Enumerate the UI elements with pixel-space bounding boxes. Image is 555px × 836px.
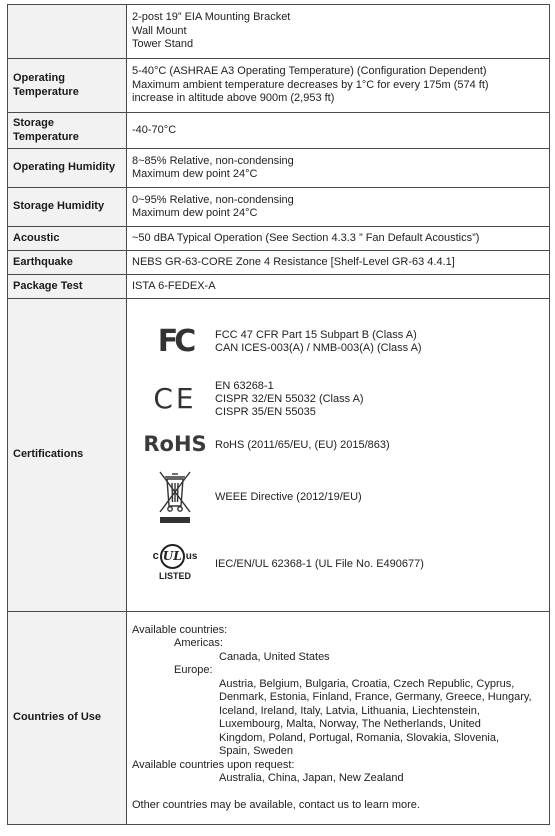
fcc-line: FCC 47 CFR Part 15 Subpart B (Class A) (215, 329, 417, 341)
mounting-line: 2-post 19” EIA Mounting Bracket (132, 11, 291, 24)
certifications-row (8, 299, 550, 612)
package-test-row (8, 275, 550, 299)
ce-text (215, 380, 364, 419)
operating-humidity-label: Operating Humidity (8, 149, 127, 188)
weee-line: WEEE Directive (2012/19/EU) (215, 490, 362, 503)
mounting-line: Tower Stand (132, 38, 194, 51)
countries-value (127, 612, 550, 825)
ul-logo-us: us (185, 551, 198, 562)
europe-heading: Europe: (174, 664, 213, 676)
weee-text (215, 491, 362, 504)
fcc-text (215, 329, 422, 355)
fcc-certification (135, 314, 549, 370)
storage-humidity-line: 0~95% Relative, non-condensing (132, 193, 294, 206)
ce-line: EN 63268-1 (215, 379, 274, 392)
europe-list-line: Iceland, Ireland, Italy, Latvia, Lithuania, Liechtenstein, (219, 704, 480, 717)
acoustic-row (8, 227, 550, 251)
fcc-line: CAN ICES-003(A) / NMB-003(A) (Class A) (215, 342, 422, 354)
ul-logo (135, 544, 215, 584)
rohs-line: RoHS (2011/65/EU, (EU) 2015/863) (215, 438, 390, 451)
ce-line: CISPR 35/EN 55035 (215, 405, 316, 418)
package-test-value: ISTA 6-FEDEX-A (127, 275, 550, 299)
rohs-text (215, 439, 390, 452)
weee-logo (135, 468, 215, 526)
storage-humidity-row (8, 188, 550, 227)
certifications-value (127, 299, 550, 612)
earthquake-row (8, 251, 550, 275)
ul-line: IEC/EN/UL 62368-1 (UL File No. E490677) (215, 557, 424, 570)
storage-humidity-label: Storage Humidity (8, 188, 127, 227)
request-heading: Available countries upon request: (132, 758, 295, 771)
ce-line: CISPR 32/EN 55032 (Class A) (215, 392, 364, 405)
request-list: Australia, China, Japan, New Zealand (219, 772, 404, 784)
operating-humidity-line: Maximum dew point 24°C (132, 168, 258, 180)
ul-logo-circle (160, 544, 185, 569)
countries-footer: Other countries may be available, contact us to learn more. (132, 799, 420, 811)
package-test-label: Package Test (8, 275, 127, 299)
acoustic-value: ~50 dBA Typical Operation (See Section 4.3.3 ” Fan Default Acoustics”) (127, 227, 550, 251)
ce-logo-text: CE (153, 382, 197, 416)
europe-list-line: Denmark, Estonia, Finland, France, Germany, Greece, Hungary, (219, 691, 532, 703)
available-countries-heading: Available countries: (132, 623, 228, 636)
acoustic-label: Acoustic (8, 227, 127, 251)
operating-temperature-line: Maximum ambient temperature decreases by 1°C for every 175m (574 ft) (132, 78, 489, 91)
storage-temperature-label: Storage Temperature (8, 113, 127, 149)
rohs-logo (135, 432, 215, 457)
operating-temperature-line: increase in altitude above 900m (2,953 ft) (132, 92, 335, 105)
storage-temperature-row (8, 113, 550, 149)
earthquake-value: NEBS GR-63-CORE Zone 4 Resistance [Shelf-Level GR-63 4.4.1] (127, 251, 550, 275)
environmental-spec-table (7, 4, 550, 825)
storage-temperature-value: -40-70°C (127, 113, 550, 149)
europe-list-line: Kingdom, Poland, Portugal, Romania, Slovakia, Slovenia, (219, 731, 500, 744)
certifications-label: Certifications (8, 299, 127, 612)
ce-logo (135, 382, 215, 416)
ul-text (215, 558, 424, 571)
europe-list-line: Spain, Sweden (219, 745, 293, 757)
mounting-row (8, 5, 550, 59)
rohs-certification (135, 428, 549, 462)
crossed-out-wheelie-bin-icon (157, 468, 193, 526)
europe-list-line: Austria, Belgium, Bulgaria, Croatia, Czech Republic, Cyprus, (219, 677, 515, 690)
americas-list: Canada, United States (219, 650, 330, 663)
earthquake-label: Earthquake (8, 251, 127, 275)
ul-logo-c: c (152, 550, 159, 562)
operating-temperature-value (127, 59, 550, 113)
operating-temperature-label: Operating Temperature (8, 59, 127, 113)
ul-logo-text: UL (162, 549, 182, 563)
storage-humidity-value (127, 188, 550, 227)
countries-row (8, 612, 550, 825)
operating-temperature-line: 5-40°C (ASHRAE A3 Operating Temperature) (Configuration Dependent) (132, 65, 487, 78)
fcc-logo-text: FC (157, 324, 193, 360)
mounting-value (127, 5, 550, 59)
mounting-line: Wall Mount (132, 24, 187, 37)
operating-humidity-value (127, 149, 550, 188)
rohs-logo-text: RoHS (143, 432, 207, 457)
fcc-logo (135, 324, 215, 360)
ce-certification (135, 370, 549, 428)
operating-humidity-line: 8~85% Relative, non-condensing (132, 154, 294, 167)
europe-list-line: Luxembourg, Malta, Norway, The Netherlands, United (219, 718, 481, 730)
operating-temperature-row (8, 59, 550, 113)
storage-humidity-line: Maximum dew point 24°C (132, 207, 258, 219)
countries-spacer (132, 786, 544, 800)
weee-certification (135, 462, 549, 532)
ul-logo-listed: LISTED (158, 571, 191, 582)
americas-heading: Americas: (174, 637, 223, 649)
operating-humidity-row (8, 149, 550, 188)
countries-label: Countries of Use (8, 612, 127, 825)
ul-certification (135, 532, 549, 596)
mounting-label-cell (8, 5, 127, 59)
